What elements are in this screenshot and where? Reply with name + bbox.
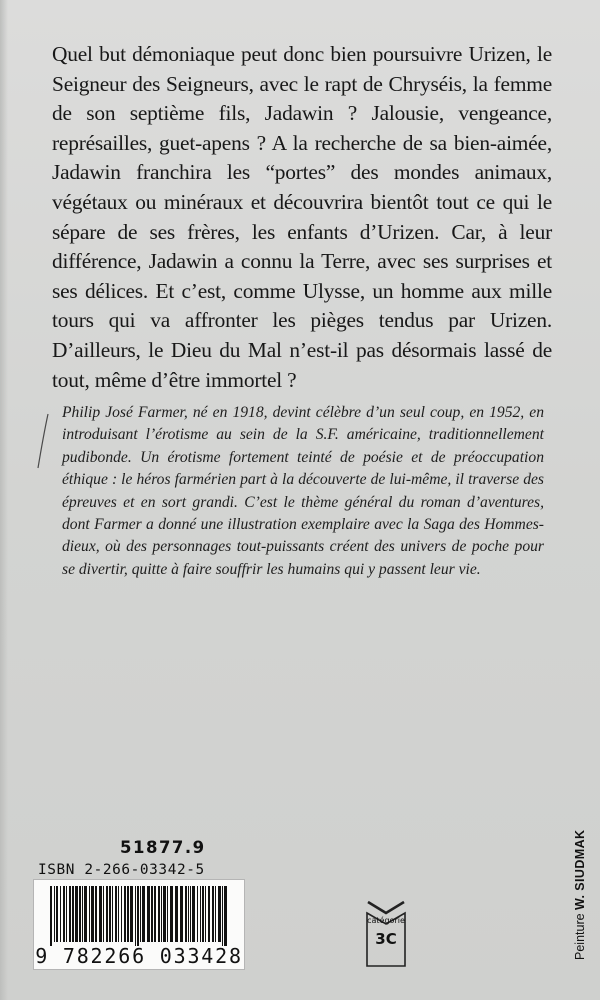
barcode-bar bbox=[142, 886, 145, 942]
category-value: 3C bbox=[375, 930, 397, 948]
barcode-bar bbox=[124, 886, 126, 942]
barcode-bar bbox=[95, 886, 97, 942]
barcode-bar bbox=[135, 886, 136, 946]
barcode-bar bbox=[115, 886, 117, 942]
barcode-bar bbox=[56, 886, 58, 942]
barcode-bar bbox=[103, 886, 104, 942]
barcode-bar bbox=[163, 886, 166, 942]
barcode-bar bbox=[106, 886, 108, 942]
isbn-text: ISBN 2-266-03342-5 bbox=[38, 862, 205, 878]
barcode-bar bbox=[185, 886, 187, 942]
barcode-bar bbox=[91, 886, 94, 942]
barcode-bar bbox=[167, 886, 168, 942]
barcode-bar bbox=[60, 886, 61, 942]
pen-mark-icon bbox=[36, 412, 50, 472]
barcode-bar bbox=[190, 886, 191, 942]
barcode-bars bbox=[50, 886, 228, 946]
barcode-bar bbox=[158, 886, 160, 942]
barcode-bar bbox=[109, 886, 111, 942]
barcode-bar bbox=[137, 886, 139, 946]
credit-prefix: Peinture bbox=[573, 913, 587, 960]
barcode-bar bbox=[99, 886, 102, 942]
barcode-bar bbox=[212, 886, 214, 942]
barcode-bar bbox=[79, 886, 81, 942]
credit-artist: W. SIUDMAK bbox=[573, 829, 587, 910]
barcode-bar bbox=[180, 886, 183, 942]
barcode-bar bbox=[154, 886, 156, 942]
barcode-bar bbox=[200, 886, 201, 942]
barcode-bar bbox=[89, 886, 90, 942]
barcode-bar bbox=[222, 886, 223, 946]
barcode-bar bbox=[84, 886, 87, 942]
category-badge bbox=[364, 900, 408, 970]
barcode-bar bbox=[147, 886, 150, 942]
barcode-digits: 9 782266 033428 bbox=[35, 944, 243, 968]
blurb-text: Quel but démoniaque peut donc bien poursuivre Urizen, le Seigneur des Seigneurs, avec le rapt de Chryséis, la femme de son septième fils, Jadawin ? Jalousie, vengeance, représailles, guet-apens ? A la recherche de sa bien-aimée, Jadawin franchira les “portes” des mondes animaux, végétaux ou minéraux et découvrira bientôt tout ce qui le sépare de ses frères, les enfants d’Urizen. Car, à leur différence, Jadawin a connu la Terre, avec ses surprises et ses délices. Et c’est, comme Ulysse, un homme aux mille tours qui va affronter les pièges tendus par Urizen. D’ailleurs, le Dieu du Mal n’est-il pas désormais lassé de tout, même d’être immortel ? bbox=[52, 42, 552, 392]
barcode-bar bbox=[50, 886, 52, 946]
barcode-bar bbox=[63, 886, 65, 942]
category-label: catégorie bbox=[367, 916, 405, 925]
barcode-bar bbox=[170, 886, 173, 942]
author-bio-text: Philip José Farmer, né en 1918, devint célèbre d’un seul coup, en 1952, en introduisant l’érotisme au sein de la S.F. américaine, traditionnellement pudibonde. Un érotisme fortement teinté de poésie et de préoccupation éthique : le héros farmérien part à la découverte de lui-même, il traverse des épreuves et en sort grandi. C’est le thème général du roman d’aventures, dont Farmer a donné une illustration exemplaire avec la Saga des Hommes-dieux, où des personnages tout-puissants créent des univers de poche pour se divertir, quitte à faire souffrir les humains qui y passent leur vie. bbox=[62, 404, 544, 578]
barcode-bar bbox=[66, 886, 67, 942]
barcode-bar bbox=[72, 886, 74, 942]
illustration-credit bbox=[573, 830, 587, 960]
barcode-bar bbox=[208, 886, 210, 942]
barcode-bar bbox=[130, 886, 133, 942]
barcode-bar bbox=[197, 886, 198, 942]
barcode-bar bbox=[69, 886, 71, 942]
barcode-bar bbox=[215, 886, 216, 942]
barcode-bar bbox=[188, 886, 189, 942]
barcode-bar bbox=[127, 886, 129, 942]
barcode-bar bbox=[112, 886, 113, 942]
barcode-bar bbox=[202, 886, 204, 942]
barcode-bar bbox=[192, 886, 195, 942]
barcode-bar bbox=[151, 886, 153, 942]
barcode-bar bbox=[54, 886, 55, 942]
barcode-bar bbox=[118, 886, 119, 942]
barcode-bar bbox=[175, 886, 178, 942]
barcode-bar bbox=[161, 886, 162, 942]
barcode-bar bbox=[218, 886, 221, 942]
barcode-bar bbox=[82, 886, 83, 942]
barcode-bar bbox=[140, 886, 141, 942]
barcode bbox=[33, 879, 245, 970]
barcode-bar bbox=[121, 886, 122, 942]
catalog-code: 51877.9 bbox=[120, 838, 206, 857]
cover-edge-shadow bbox=[0, 0, 8, 1000]
barcode-bar bbox=[224, 886, 227, 946]
barcode-bar bbox=[205, 886, 206, 942]
barcode-bar bbox=[75, 886, 78, 942]
